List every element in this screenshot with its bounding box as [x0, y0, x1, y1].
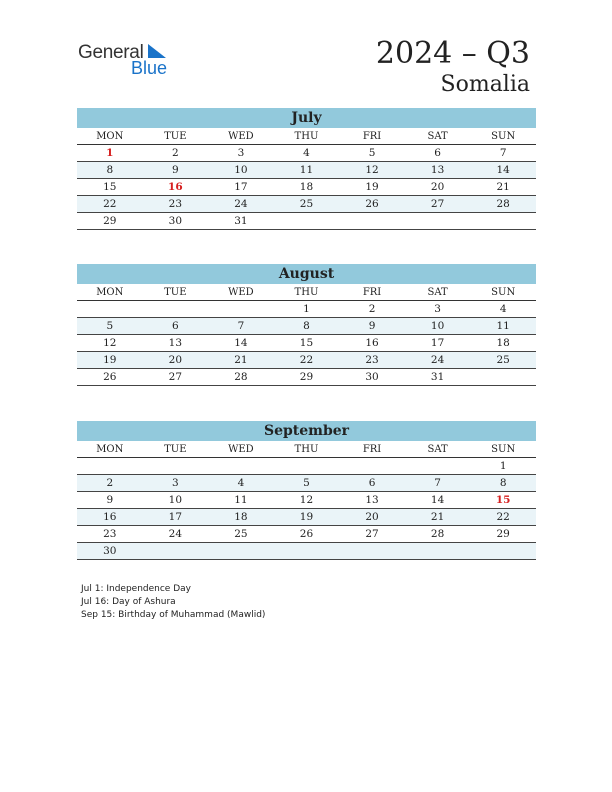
day-cell: 23 — [143, 196, 209, 213]
day-cell: 14 — [208, 335, 274, 352]
day-cell: 2 — [339, 301, 405, 318]
day-cell: 6 — [339, 475, 405, 492]
day-cell: 21 — [470, 179, 536, 196]
holiday-notes — [81, 583, 265, 622]
day-cell — [470, 369, 536, 386]
day-cell: 17 — [143, 509, 209, 526]
day-cell: 18 — [274, 179, 340, 196]
weekday-label: TUE — [143, 128, 209, 145]
week-row — [77, 526, 536, 543]
week-row — [77, 162, 536, 179]
month-title: August — [77, 264, 536, 284]
day-cell — [208, 458, 274, 475]
holiday-note: Jul 16: Day of Ashura — [81, 597, 176, 607]
day-cell: 10 — [208, 162, 274, 179]
logo-blue-text: Blue — [131, 58, 168, 78]
holiday-note: Jul 1: Independence Day — [81, 584, 191, 594]
day-cell: 22 — [274, 352, 340, 369]
weekday-label: MON — [77, 284, 143, 301]
month-september — [77, 421, 536, 560]
day-cell: 1 — [470, 458, 536, 475]
day-cell: 21 — [208, 352, 274, 369]
day-cell: 27 — [143, 369, 209, 386]
day-cell: 16 — [339, 335, 405, 352]
day-cell: 27 — [339, 526, 405, 543]
day-cell: 21 — [405, 509, 471, 526]
month-title: July — [77, 108, 536, 128]
day-cell — [143, 458, 209, 475]
calendar-grid — [77, 128, 536, 230]
day-cell: 28 — [405, 526, 471, 543]
day-cell: 8 — [470, 475, 536, 492]
weekday-label: SUN — [470, 441, 536, 458]
day-cell: 31 — [208, 213, 274, 230]
day-cell: 15 — [470, 492, 536, 509]
week-row — [77, 352, 536, 369]
day-cell: 6 — [405, 145, 471, 162]
day-cell: 9 — [143, 162, 209, 179]
day-cell: 17 — [405, 335, 471, 352]
day-cell: 14 — [470, 162, 536, 179]
weekday-label: SAT — [405, 128, 471, 145]
weekday-label: WED — [208, 128, 274, 145]
general-blue-logo — [78, 40, 178, 80]
day-cell: 7 — [405, 475, 471, 492]
day-cell: 11 — [208, 492, 274, 509]
day-cell: 22 — [470, 509, 536, 526]
day-cell: 19 — [77, 352, 143, 369]
day-cell: 8 — [77, 162, 143, 179]
day-cell: 7 — [208, 318, 274, 335]
day-cell: 29 — [274, 369, 340, 386]
weekday-label: TUE — [143, 284, 209, 301]
weekday-label: THU — [274, 441, 340, 458]
day-cell: 31 — [405, 369, 471, 386]
day-cell — [143, 301, 209, 318]
day-cell: 4 — [208, 475, 274, 492]
day-cell: 4 — [274, 145, 340, 162]
day-cell: 19 — [274, 509, 340, 526]
day-cell: 17 — [208, 179, 274, 196]
day-cell — [405, 543, 471, 560]
day-cell — [143, 543, 209, 560]
weekday-label: MON — [77, 128, 143, 145]
day-cell: 20 — [339, 509, 405, 526]
day-cell: 22 — [77, 196, 143, 213]
day-cell — [339, 543, 405, 560]
day-cell: 5 — [274, 475, 340, 492]
day-cell — [339, 458, 405, 475]
day-cell: 27 — [405, 196, 471, 213]
day-cell: 1 — [274, 301, 340, 318]
day-cell: 13 — [339, 492, 405, 509]
week-row — [77, 543, 536, 560]
holiday-note: Sep 15: Birthday of Muhammad (Mawlid) — [81, 610, 266, 620]
day-cell: 10 — [143, 492, 209, 509]
day-cell — [274, 458, 340, 475]
day-cell: 9 — [339, 318, 405, 335]
day-cell: 28 — [208, 369, 274, 386]
day-cell: 3 — [143, 475, 209, 492]
country-name: Somalia — [440, 72, 530, 97]
day-cell: 24 — [208, 196, 274, 213]
day-cell: 23 — [77, 526, 143, 543]
day-cell — [77, 301, 143, 318]
day-cell: 12 — [339, 162, 405, 179]
calendar-grid — [77, 284, 536, 386]
weekday-header-row — [77, 441, 536, 458]
weekday-label: SUN — [470, 128, 536, 145]
weekday-header-row — [77, 284, 536, 301]
day-cell: 24 — [405, 352, 471, 369]
weekday-label: THU — [274, 284, 340, 301]
day-cell: 25 — [274, 196, 340, 213]
day-cell — [339, 213, 405, 230]
week-row — [77, 179, 536, 196]
weekday-label: SUN — [470, 284, 536, 301]
weekday-label: MON — [77, 441, 143, 458]
week-row — [77, 369, 536, 386]
day-cell: 5 — [77, 318, 143, 335]
weekday-label: SAT — [405, 441, 471, 458]
day-cell: 16 — [77, 509, 143, 526]
day-cell — [77, 458, 143, 475]
weekday-label: SAT — [405, 284, 471, 301]
day-cell: 30 — [77, 543, 143, 560]
weekday-label: FRI — [339, 128, 405, 145]
day-cell: 14 — [405, 492, 471, 509]
month-august — [77, 264, 536, 386]
day-cell: 2 — [143, 145, 209, 162]
day-cell: 18 — [208, 509, 274, 526]
day-cell — [208, 543, 274, 560]
day-cell: 25 — [208, 526, 274, 543]
weekday-label: THU — [274, 128, 340, 145]
week-row — [77, 145, 536, 162]
day-cell: 26 — [339, 196, 405, 213]
week-row — [77, 196, 536, 213]
day-cell: 2 — [77, 475, 143, 492]
weekday-label: WED — [208, 284, 274, 301]
day-cell: 16 — [143, 179, 209, 196]
day-cell: 20 — [405, 179, 471, 196]
day-cell: 29 — [77, 213, 143, 230]
day-cell: 19 — [339, 179, 405, 196]
month-july — [77, 108, 536, 230]
week-row — [77, 458, 536, 475]
day-cell: 8 — [274, 318, 340, 335]
day-cell: 3 — [405, 301, 471, 318]
day-cell: 12 — [77, 335, 143, 352]
day-cell: 15 — [274, 335, 340, 352]
day-cell — [208, 301, 274, 318]
day-cell — [470, 543, 536, 560]
day-cell: 11 — [274, 162, 340, 179]
day-cell: 11 — [470, 318, 536, 335]
weekday-label: FRI — [339, 284, 405, 301]
day-cell: 6 — [143, 318, 209, 335]
weekday-label: FRI — [339, 441, 405, 458]
day-cell: 3 — [208, 145, 274, 162]
day-cell: 28 — [470, 196, 536, 213]
day-cell — [274, 213, 340, 230]
day-cell: 15 — [77, 179, 143, 196]
day-cell: 26 — [274, 526, 340, 543]
day-cell: 20 — [143, 352, 209, 369]
day-cell: 18 — [470, 335, 536, 352]
day-cell: 5 — [339, 145, 405, 162]
day-cell: 4 — [470, 301, 536, 318]
day-cell — [405, 213, 471, 230]
day-cell: 10 — [405, 318, 471, 335]
day-cell: 26 — [77, 369, 143, 386]
day-cell — [274, 543, 340, 560]
day-cell: 30 — [143, 213, 209, 230]
week-row — [77, 213, 536, 230]
week-row — [77, 492, 536, 509]
day-cell: 13 — [405, 162, 471, 179]
weekday-label: WED — [208, 441, 274, 458]
month-title: September — [77, 421, 536, 441]
day-cell: 13 — [143, 335, 209, 352]
week-row — [77, 318, 536, 335]
day-cell: 29 — [470, 526, 536, 543]
day-cell: 30 — [339, 369, 405, 386]
day-cell: 7 — [470, 145, 536, 162]
day-cell: 12 — [274, 492, 340, 509]
page-title: 2024 – Q3 — [375, 36, 530, 71]
week-row — [77, 301, 536, 318]
day-cell: 23 — [339, 352, 405, 369]
weekday-label: TUE — [143, 441, 209, 458]
day-cell: 9 — [77, 492, 143, 509]
day-cell — [405, 458, 471, 475]
week-row — [77, 509, 536, 526]
logo-general-text: General — [78, 42, 144, 63]
calendar-grid — [77, 441, 536, 560]
day-cell: 25 — [470, 352, 536, 369]
week-row — [77, 475, 536, 492]
day-cell: 1 — [77, 145, 143, 162]
weekday-header-row — [77, 128, 536, 145]
day-cell: 24 — [143, 526, 209, 543]
week-row — [77, 335, 536, 352]
day-cell — [470, 213, 536, 230]
